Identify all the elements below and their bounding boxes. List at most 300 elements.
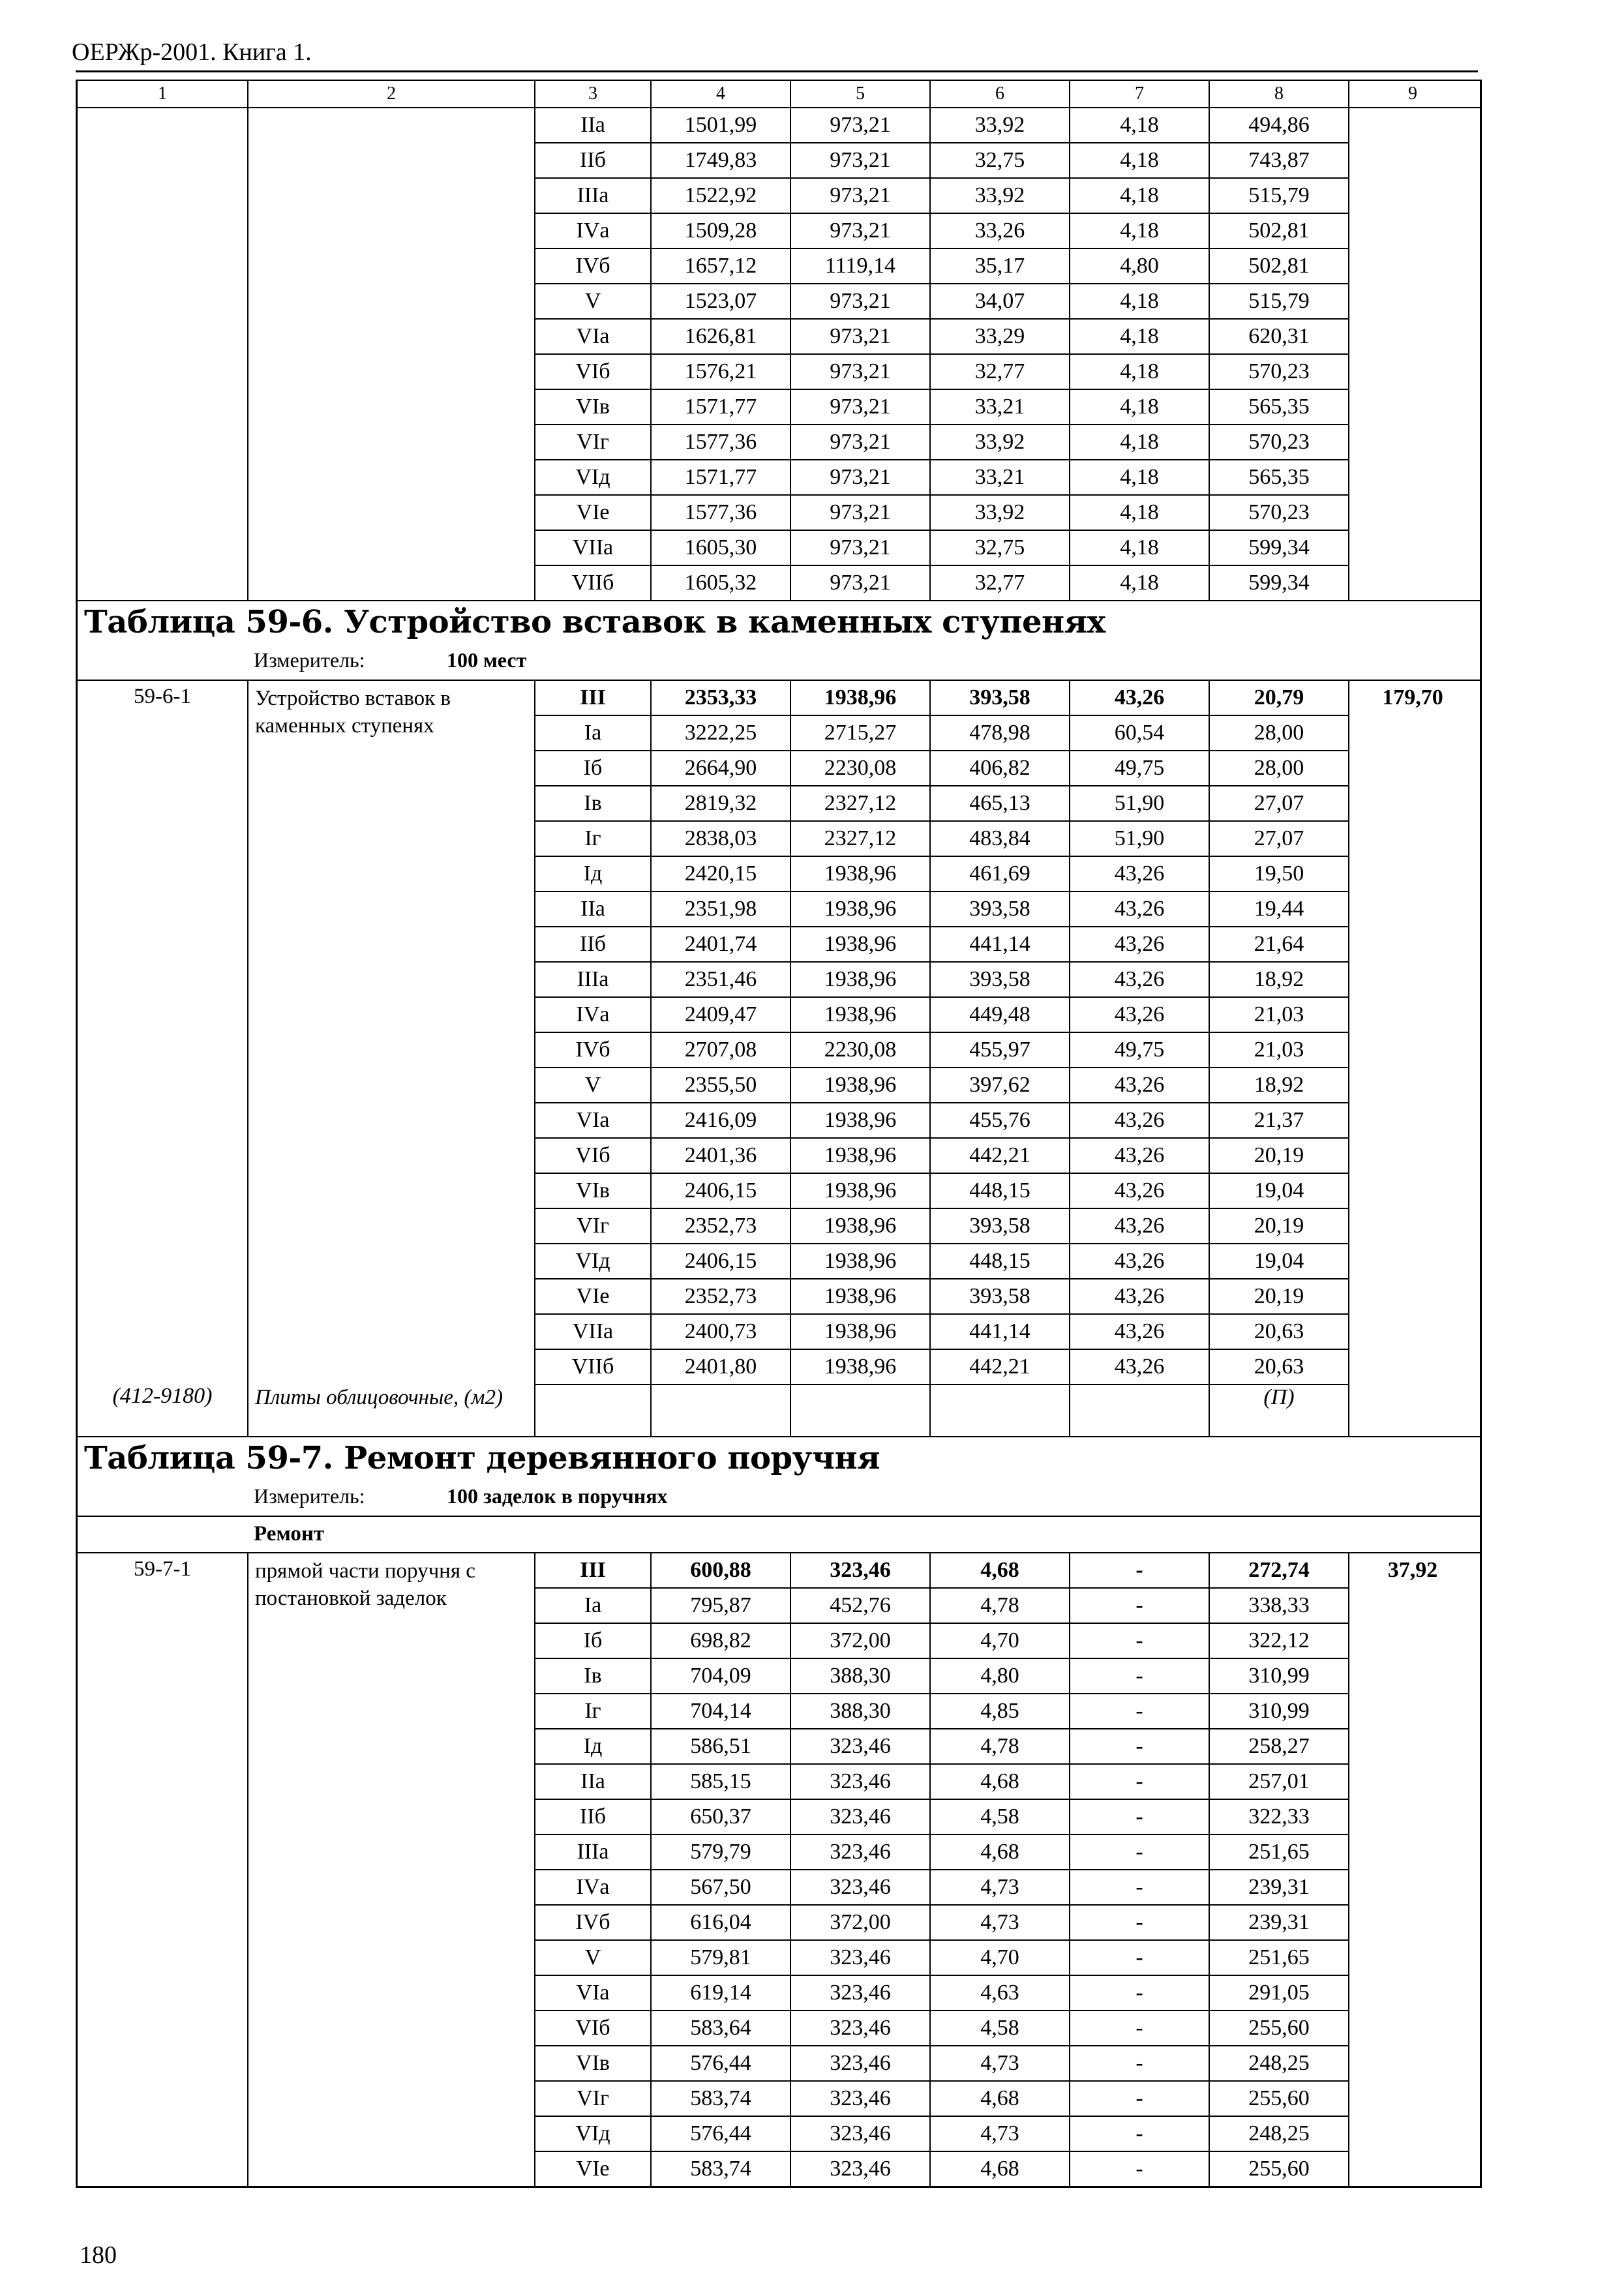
zone-cell: VIе: [535, 494, 652, 530]
value-cell: 4,68: [931, 2151, 1070, 2186]
code-cell: [78, 1067, 248, 1102]
value-cell: 4,18: [1070, 353, 1210, 389]
value-cell: 2327,12: [791, 785, 931, 820]
table-row: [78, 856, 1480, 891]
value-cell: 21,03: [1210, 996, 1349, 1032]
code-cell: [78, 1102, 248, 1137]
value-cell: 388,30: [791, 1693, 931, 1728]
value-cell: 4,68: [931, 2080, 1070, 2116]
measure-value: 100 мест: [447, 648, 527, 672]
value-cell: 576,44: [652, 2116, 791, 2151]
code-cell: [78, 1975, 248, 2010]
value-cell: 4,73: [931, 2116, 1070, 2151]
value-cell: 323,46: [791, 1728, 931, 1763]
zone-cell: VIд: [535, 2116, 652, 2151]
value-cell: 20,79: [1210, 681, 1349, 715]
value-cell: 20,19: [1210, 1278, 1349, 1313]
value-cell: 449,48: [931, 996, 1070, 1032]
value-cell: 583,64: [652, 2010, 791, 2045]
value-cell: 465,13: [931, 785, 1070, 820]
table-row: [78, 1904, 1480, 1939]
zone-cell: IIIа: [535, 961, 652, 996]
section-row: [78, 1516, 1480, 1552]
value-cell: 393,58: [931, 681, 1070, 715]
col9-value: 179,70: [1382, 685, 1443, 710]
value-cell: 4,18: [1070, 142, 1210, 177]
code-cell: [78, 283, 248, 318]
value-cell: 4,68: [931, 1553, 1070, 1587]
zone-cell: VIIа: [535, 530, 652, 565]
extra-cell: [1349, 459, 1476, 494]
column-number: 2: [248, 81, 535, 107]
table-row: [78, 750, 1480, 785]
value-cell: 1938,96: [791, 961, 931, 996]
zone-cell: V: [535, 1067, 652, 1102]
value-cell: 43,26: [1070, 1102, 1210, 1137]
value-cell: 43,26: [1070, 1278, 1210, 1313]
code-cell: [78, 1137, 248, 1173]
value-cell: -: [1070, 1869, 1210, 1904]
value-cell: 600,88: [652, 1553, 791, 1587]
value-cell: 239,31: [1210, 1904, 1349, 1939]
description-cell: [248, 1553, 535, 1610]
code-cell: [78, 1728, 248, 1763]
code-cell: [78, 996, 248, 1032]
description-cell: [248, 1067, 535, 1102]
value-cell: 2230,08: [791, 1032, 931, 1067]
description-cell: [248, 2045, 535, 2080]
zone-cell: VIIа: [535, 1313, 652, 1349]
value-cell: 33,26: [931, 213, 1070, 248]
zone-cell: IVа: [535, 213, 652, 248]
value-cell: 21,37: [1210, 1102, 1349, 1137]
value-cell: 4,18: [1070, 459, 1210, 494]
value-cell: 323,46: [791, 1869, 931, 1904]
value-cell: 388,30: [791, 1658, 931, 1693]
value-cell: 2351,46: [652, 961, 791, 996]
value-cell: 650,37: [652, 1799, 791, 1834]
code-cell: [78, 750, 248, 785]
code-cell: [78, 1278, 248, 1313]
value-cell: 33,21: [931, 389, 1070, 424]
value-cell: 323,46: [791, 2010, 931, 2045]
value-cell: 4,63: [931, 1975, 1070, 2010]
value-cell: 565,35: [1210, 459, 1349, 494]
col9-value: 37,92: [1387, 1558, 1438, 1582]
extra-cell: [1349, 1067, 1476, 1102]
table-59-6-body: [78, 680, 1480, 1436]
value-cell: 51,90: [1070, 785, 1210, 820]
code-cell: [78, 2080, 248, 2116]
value-cell: 2406,15: [652, 1243, 791, 1278]
value-cell: 4,58: [931, 1799, 1070, 1834]
value-cell: 585,15: [652, 1763, 791, 1799]
description-cell: [248, 142, 535, 177]
value-cell: 4,18: [1070, 565, 1210, 600]
table-row: [78, 248, 1480, 283]
code-cell: [78, 1904, 248, 1939]
code-cell: [78, 213, 248, 248]
zone-cell: IIа: [535, 108, 652, 142]
description-cell: [248, 318, 535, 353]
zone-cell: Iг: [535, 1693, 652, 1728]
value-cell: 1522,92: [652, 177, 791, 213]
code-cell: [78, 318, 248, 353]
description-cell: [248, 530, 535, 565]
material-unit: (П): [1210, 1384, 1349, 1436]
code-cell: [78, 494, 248, 530]
extra-cell: [1349, 1278, 1476, 1313]
value-cell: 1938,96: [791, 1208, 931, 1243]
description-cell: [248, 820, 535, 856]
zone-cell: VIа: [535, 1975, 652, 2010]
extra-cell: [1349, 2010, 1476, 2045]
zone-cell: III: [535, 681, 652, 715]
table-row: [78, 891, 1480, 926]
value-cell: 616,04: [652, 1904, 791, 1939]
empty-cell: [652, 1384, 791, 1436]
code-cell: [78, 2045, 248, 2080]
description-cell: [248, 424, 535, 459]
value-cell: 32,77: [931, 565, 1070, 600]
value-cell: 255,60: [1210, 2151, 1349, 2186]
value-cell: 973,21: [791, 142, 931, 177]
value-cell: 33,92: [931, 108, 1070, 142]
extra-cell: [1349, 1137, 1476, 1173]
value-cell: 1938,96: [791, 1067, 931, 1102]
value-cell: 698,82: [652, 1623, 791, 1658]
table-row: [78, 715, 1480, 750]
extra-cell: [1349, 283, 1476, 318]
value-cell: 4,18: [1070, 389, 1210, 424]
description-cell: [248, 1975, 535, 2010]
value-cell: 478,98: [931, 715, 1070, 750]
zone-cell: V: [535, 1939, 652, 1975]
value-cell: 620,31: [1210, 318, 1349, 353]
value-cell: 973,21: [791, 353, 931, 389]
material-name-text: Плиты облицовочные, (м2): [255, 1386, 503, 1409]
value-cell: 4,18: [1070, 177, 1210, 213]
column-number-row: [78, 80, 1480, 107]
value-cell: 4,18: [1070, 283, 1210, 318]
code-cell: [78, 1658, 248, 1693]
value-cell: 2352,73: [652, 1208, 791, 1243]
extra-cell: [1349, 1939, 1476, 1975]
extra-cell: [1349, 2080, 1476, 2116]
table-row: [78, 1067, 1480, 1102]
table-row: [78, 1623, 1480, 1658]
code-cell: [78, 530, 248, 565]
extra-cell: [1349, 1243, 1476, 1278]
value-cell: 43,26: [1070, 1349, 1210, 1384]
zone-cell: Iа: [535, 715, 652, 750]
zone-cell: VIе: [535, 2151, 652, 2186]
value-cell: 272,74: [1210, 1553, 1349, 1587]
code-cell: [78, 2010, 248, 2045]
description-cell: [248, 1243, 535, 1278]
value-cell: 4,68: [931, 1834, 1070, 1869]
extra-cell: [1349, 961, 1476, 996]
value-cell: 2409,47: [652, 996, 791, 1032]
value-cell: -: [1070, 1939, 1210, 1975]
rate-description: прямой части поручня с постановкой заделок: [255, 1559, 475, 1610]
value-cell: 586,51: [652, 1728, 791, 1763]
description-cell: [248, 2151, 535, 2186]
description-cell: [248, 1349, 535, 1384]
zone-cell: Iб: [535, 750, 652, 785]
extra-cell: [1349, 1173, 1476, 1208]
extra-cell: [1349, 1102, 1476, 1137]
value-cell: 494,86: [1210, 108, 1349, 142]
estimate-table: [76, 80, 1482, 2188]
table-row: [78, 1975, 1480, 2010]
extra-cell: [1349, 1384, 1476, 1436]
value-cell: 1938,96: [791, 1349, 931, 1384]
table-row: [78, 1032, 1480, 1067]
value-cell: 973,21: [791, 318, 931, 353]
extra-cell: [1349, 785, 1476, 820]
code-cell: [78, 1313, 248, 1349]
description-cell: [248, 785, 535, 820]
description-cell: [248, 1032, 535, 1067]
value-cell: 2353,33: [652, 681, 791, 715]
value-cell: 43,26: [1070, 1173, 1210, 1208]
table-row: [78, 494, 1480, 530]
description-cell: [248, 565, 535, 600]
value-cell: -: [1070, 1834, 1210, 1869]
value-cell: 2400,73: [652, 1313, 791, 1349]
extra-cell: [1349, 565, 1476, 600]
column-number: 8: [1210, 81, 1349, 107]
value-cell: 21,64: [1210, 926, 1349, 961]
code-cell: [78, 142, 248, 177]
value-cell: 20,19: [1210, 1137, 1349, 1173]
table-title: Таблица 59-6. Устройство вставок в каменных ступенях: [84, 604, 1105, 640]
value-cell: 1119,14: [791, 248, 931, 283]
zone-cell: VIд: [535, 1243, 652, 1278]
table-row: [78, 785, 1480, 820]
value-cell: -: [1070, 1587, 1210, 1623]
table-row: [78, 1278, 1480, 1313]
extra-cell: [1349, 856, 1476, 891]
value-cell: 2838,03: [652, 820, 791, 856]
value-cell: 973,21: [791, 108, 931, 142]
value-cell: 33,92: [931, 494, 1070, 530]
extra-cell: [1349, 2116, 1476, 2151]
value-cell: 1509,28: [652, 213, 791, 248]
value-cell: -: [1070, 1728, 1210, 1763]
table-59-7-header: [78, 1436, 1480, 1516]
value-cell: 599,34: [1210, 565, 1349, 600]
value-cell: 323,46: [791, 1763, 931, 1799]
value-cell: 43,26: [1070, 961, 1210, 996]
extra-cell: [1349, 1763, 1476, 1799]
zone-cell: Iд: [535, 1728, 652, 1763]
value-cell: -: [1070, 2080, 1210, 2116]
value-cell: 4,85: [931, 1693, 1070, 1728]
value-cell: 442,21: [931, 1137, 1070, 1173]
description-cell: [248, 1693, 535, 1728]
value-cell: 310,99: [1210, 1693, 1349, 1728]
value-cell: 18,92: [1210, 1067, 1349, 1102]
value-cell: 1605,32: [652, 565, 791, 600]
value-cell: 4,18: [1070, 530, 1210, 565]
value-cell: 441,14: [931, 926, 1070, 961]
table-row: [78, 926, 1480, 961]
extra-cell: [1349, 1799, 1476, 1834]
value-cell: 2401,80: [652, 1349, 791, 1384]
description-cell: [248, 2010, 535, 2045]
table-row: [78, 2151, 1480, 2186]
value-cell: 27,07: [1210, 820, 1349, 856]
value-cell: 973,21: [791, 565, 931, 600]
extra-cell: [1349, 2151, 1476, 2186]
extra-cell: [1349, 1349, 1476, 1384]
value-cell: 322,33: [1210, 1799, 1349, 1834]
code-cell: [78, 1553, 248, 1587]
zone-cell: IVб: [535, 248, 652, 283]
value-cell: 4,18: [1070, 424, 1210, 459]
description-cell: [248, 1278, 535, 1313]
zone-cell: VIг: [535, 1208, 652, 1243]
zone-cell: Iв: [535, 785, 652, 820]
code-cell: [78, 1349, 248, 1384]
code-cell: [78, 1623, 248, 1658]
extra-cell: [1349, 1869, 1476, 1904]
value-cell: 1576,21: [652, 353, 791, 389]
description-cell: [248, 1313, 535, 1349]
description-cell: [248, 2116, 535, 2151]
extra-cell: [1349, 1693, 1476, 1728]
zone-cell: IIа: [535, 1763, 652, 1799]
value-cell: -: [1070, 1763, 1210, 1799]
value-cell: 43,26: [1070, 1137, 1210, 1173]
value-cell: 248,25: [1210, 2116, 1349, 2151]
value-cell: 393,58: [931, 1208, 1070, 1243]
description-cell: [248, 459, 535, 494]
column-number: 9: [1408, 83, 1417, 104]
value-cell: 704,09: [652, 1658, 791, 1693]
extra-cell: [1349, 1313, 1476, 1349]
value-cell: 323,46: [791, 1939, 931, 1975]
empty-cell: [931, 1384, 1070, 1436]
extra-cell: [1349, 213, 1476, 248]
value-cell: 397,62: [931, 1067, 1070, 1102]
value-cell: 33,92: [931, 424, 1070, 459]
description-cell: [248, 750, 535, 785]
code-cell: [78, 1208, 248, 1243]
description-cell: [248, 494, 535, 530]
value-cell: 1571,77: [652, 459, 791, 494]
value-cell: 1577,36: [652, 494, 791, 530]
table-row: [78, 2080, 1480, 2116]
extra-cell: [1349, 530, 1476, 565]
value-cell: 43,26: [1070, 926, 1210, 961]
value-cell: 455,76: [931, 1102, 1070, 1137]
value-cell: 257,01: [1210, 1763, 1349, 1799]
table-row: [78, 107, 1480, 142]
value-cell: 18,92: [1210, 961, 1349, 996]
zone-cell: VIIб: [535, 1349, 652, 1384]
zone-cell: IVб: [535, 1904, 652, 1939]
extra-cell: [1349, 142, 1476, 177]
value-cell: -: [1070, 1904, 1210, 1939]
table-row: [78, 1208, 1480, 1243]
value-cell: 323,46: [791, 1975, 931, 2010]
value-cell: 973,21: [791, 494, 931, 530]
value-cell: 1749,83: [652, 142, 791, 177]
material-name: [248, 1384, 535, 1436]
value-cell: 2416,09: [652, 1102, 791, 1137]
value-cell: 4,80: [1070, 248, 1210, 283]
running-header: ОЕРЖр-2001. Книга 1.: [72, 38, 312, 66]
value-cell: 323,46: [791, 2116, 931, 2151]
extra-cell: [1349, 248, 1476, 283]
extra-cell: [1349, 1658, 1476, 1693]
value-cell: 393,58: [931, 891, 1070, 926]
zone-cell: VIв: [535, 1173, 652, 1208]
value-cell: -: [1070, 1553, 1210, 1587]
value-cell: 4,80: [931, 1658, 1070, 1693]
value-cell: 599,34: [1210, 530, 1349, 565]
zone-cell: VIд: [535, 459, 652, 494]
extra-cell: [1349, 353, 1476, 389]
zone-cell: IIIа: [535, 177, 652, 213]
extra-cell: [1349, 1553, 1476, 1587]
value-cell: 4,73: [931, 1869, 1070, 1904]
extra-cell: [1349, 1728, 1476, 1763]
code-cell: [78, 2151, 248, 2186]
zone-cell: Iв: [535, 1658, 652, 1693]
value-cell: 2420,15: [652, 856, 791, 891]
value-cell: 1938,96: [791, 1102, 931, 1137]
code-cell: [78, 820, 248, 856]
zone-cell: VIв: [535, 389, 652, 424]
value-cell: 19,44: [1210, 891, 1349, 926]
table-row: [78, 1102, 1480, 1137]
header-rule: [76, 70, 1478, 72]
table-row: [78, 1173, 1480, 1208]
value-cell: 570,23: [1210, 353, 1349, 389]
table-row: [78, 1349, 1480, 1384]
value-cell: 49,75: [1070, 750, 1210, 785]
table-row: [78, 961, 1480, 996]
value-cell: 1938,96: [791, 1137, 931, 1173]
value-cell: 461,69: [931, 856, 1070, 891]
empty-cell: [535, 1384, 652, 1436]
value-cell: -: [1070, 2151, 1210, 2186]
extra-cell: [1349, 1587, 1476, 1623]
rate-description: Устройство вставок в каменных ступенях: [255, 687, 451, 738]
description-cell: [248, 248, 535, 283]
code-cell: [78, 565, 248, 600]
value-cell: 19,04: [1210, 1173, 1349, 1208]
table-row: [78, 2045, 1480, 2080]
value-cell: 43,26: [1070, 1313, 1210, 1349]
value-cell: 4,70: [931, 1623, 1070, 1658]
extra-cell: [1349, 108, 1476, 142]
value-cell: 452,76: [791, 1587, 931, 1623]
zone-cell: IVа: [535, 1869, 652, 1904]
material-row: [78, 1384, 1480, 1436]
code-cell: [78, 1587, 248, 1623]
value-cell: 4,70: [931, 1939, 1070, 1975]
table-row: [78, 565, 1480, 600]
description-cell: [248, 389, 535, 424]
table-row: [78, 177, 1480, 213]
description-cell: [248, 1904, 535, 1939]
value-cell: 570,23: [1210, 424, 1349, 459]
